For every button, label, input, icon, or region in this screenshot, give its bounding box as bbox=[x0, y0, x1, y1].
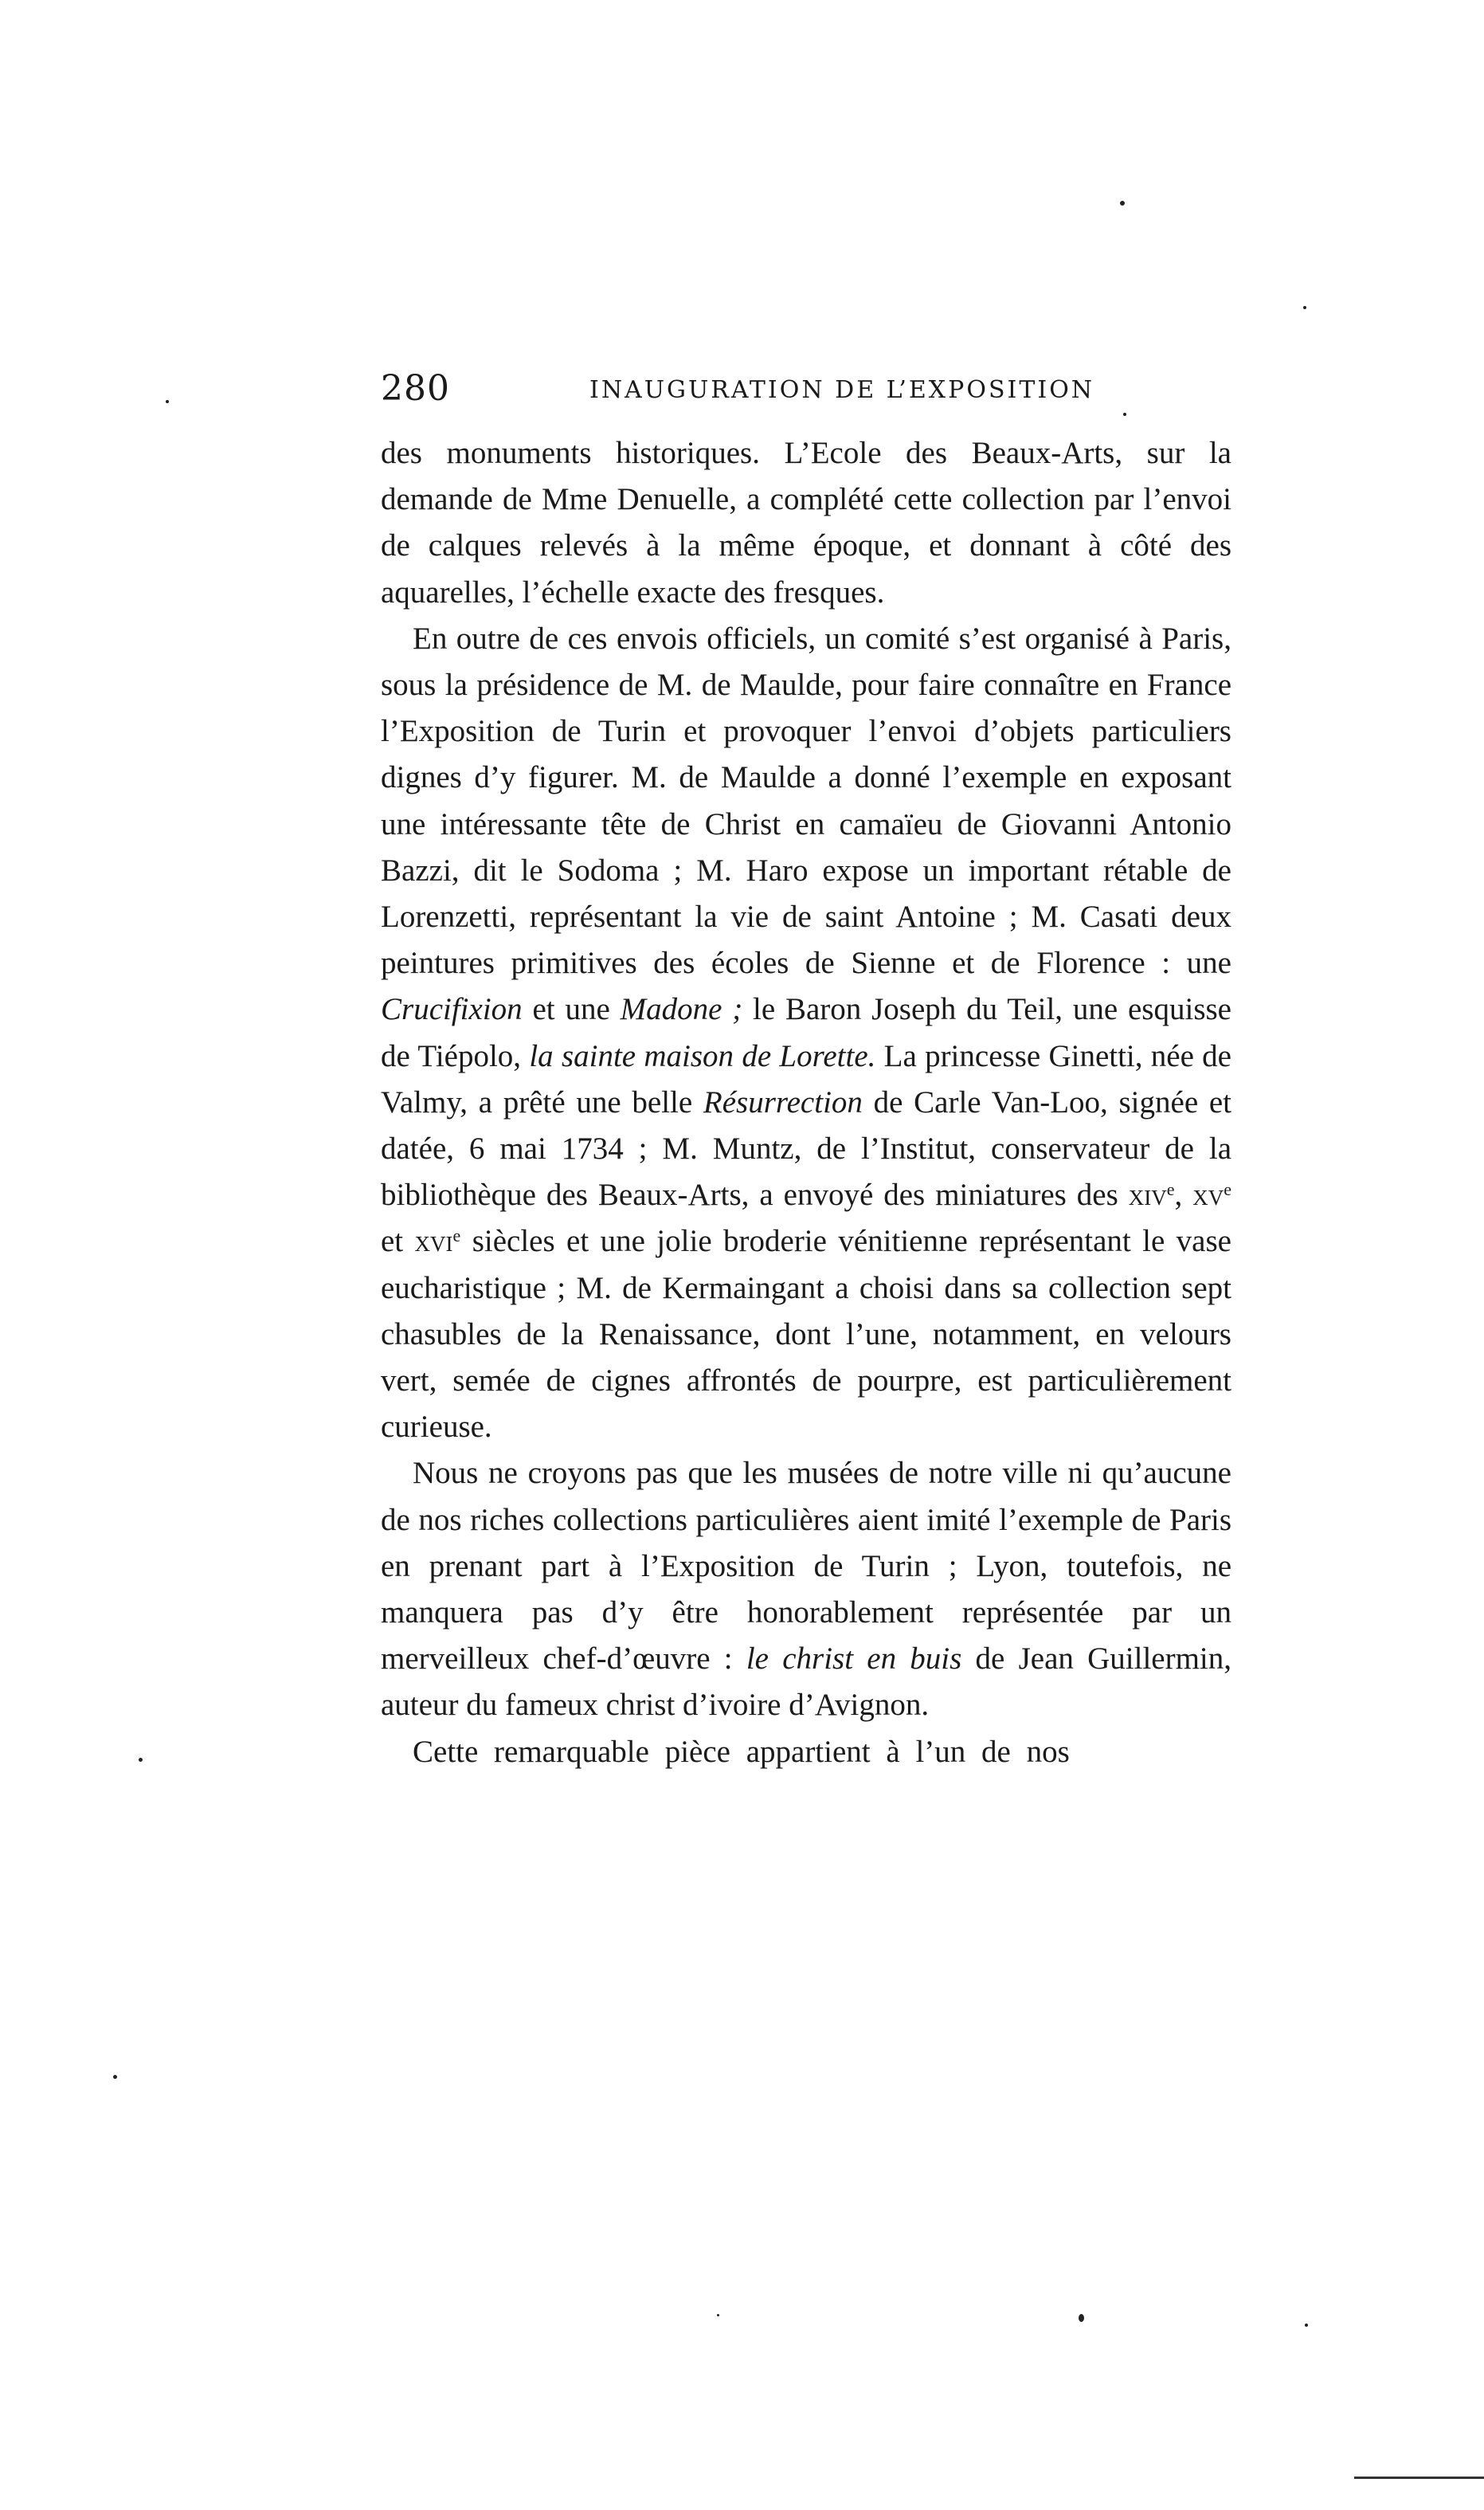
text-run: de Carle Van-Loo, signée et datée, 6 mai 1734 ; M. Muntz, de l’Institut, conservateur de la bibliothèque des Beaux-Arts, a envoyé des miniatures des bbox=[381, 1084, 1231, 1213]
paragraph bbox=[381, 1729, 1231, 1775]
scan-edge-line bbox=[1354, 2477, 1484, 2479]
paragraph bbox=[381, 1450, 1231, 1728]
text-run: et bbox=[381, 1224, 415, 1259]
text-run: des monuments historiques. L’Ecole des Beaux-Arts, sur la demande de Mme Denuelle, a complété cette collection par l’envoi de calques relevés à la même époque, et donnant à côté des aquarelles, l’échelle exacte des fresques. bbox=[381, 436, 1231, 610]
paragraph bbox=[381, 616, 1231, 1451]
scan-speck bbox=[139, 1758, 143, 1762]
small-caps-text: xv bbox=[1192, 1178, 1224, 1213]
italic-text: Madone ; bbox=[620, 992, 743, 1027]
text-run: de Jean Guillermin, auteur du fameux christ d’ivoire d’Avignon. bbox=[381, 1641, 1232, 1723]
paragraph bbox=[381, 430, 1231, 616]
running-head bbox=[381, 368, 1233, 416]
scan-speck bbox=[717, 2314, 719, 2316]
text-run: La princesse Ginetti, née de Valmy, a prêté une belle bbox=[381, 1038, 1231, 1120]
small-caps-text: xiv bbox=[1128, 1178, 1167, 1213]
text-run: , bbox=[1174, 1178, 1193, 1213]
body-text bbox=[381, 430, 1231, 1775]
small-caps-text: xvi bbox=[414, 1224, 453, 1259]
superscript: e bbox=[452, 1226, 461, 1246]
page-number: 280 bbox=[381, 368, 450, 409]
text-run: le Baron Joseph du Teil, une esquisse de Tiépolo, bbox=[381, 992, 1231, 1073]
italic-text: la sainte maison de Lorette. bbox=[529, 1038, 876, 1073]
scan-speck bbox=[1123, 413, 1126, 416]
running-title: INAUGURATION DE L’EXPOSITION bbox=[589, 376, 1095, 404]
text-run: En outre de ces envois officiels, un comité s’est organisé à Paris, sous la présidence de M. de Maulde, pour faire connaître en France l’Exposition de Turin et provoquer l’envoi d’objets particuliers dignes d’y figurer. M. de Maulde a donné l’exemple en exposant une intéressante tête de Christ en camaïeu de Giovanni Antonio Bazzi, dit le Sodoma ; M. Haro expose un important rétable de Lorenzetti, représentant la vie de saint Antoine ; M. Casati deux peintures primitives des écoles de Sienne et de Florence : une bbox=[381, 621, 1231, 981]
italic-text: le christ en buis bbox=[746, 1641, 962, 1677]
text-run: Cette remarquable pièce appartient à l’un de nos bbox=[413, 1734, 1070, 1769]
scan-speck bbox=[113, 2075, 117, 2079]
scan-speck bbox=[1120, 201, 1125, 206]
superscript: e bbox=[1166, 1179, 1175, 1200]
scan-speck bbox=[1079, 2314, 1084, 2322]
scan-speck bbox=[1305, 2324, 1308, 2327]
italic-text: Résurrection bbox=[703, 1084, 863, 1120]
text-run: et une bbox=[522, 992, 621, 1027]
italic-text: Crucifixion bbox=[381, 992, 523, 1027]
scan-speck bbox=[166, 400, 169, 403]
superscript: e bbox=[1224, 1179, 1232, 1200]
text-run: siècles et une jolie broderie vénitienne représentant le vase eucharistique ; M. de Kermaingant a choisi dans sa collection sept chasubles de la Renaissance, dont l’une, notamment, en velours vert, semée de cignes affrontés de pourpre, est particulièrement curieuse. bbox=[381, 1224, 1231, 1445]
scan-speck bbox=[1303, 306, 1306, 309]
text-run: Nous ne croyons pas que les musées de notre ville ni qu’aucune de nos riches collections particulières aient imité l’exemple de Paris en prenant part à l’Exposition de Turin ; Lyon, toutefois, ne manquera pas d’y être honorablement représentée par un merveilleux chef-d’œuvre : bbox=[381, 1456, 1231, 1677]
